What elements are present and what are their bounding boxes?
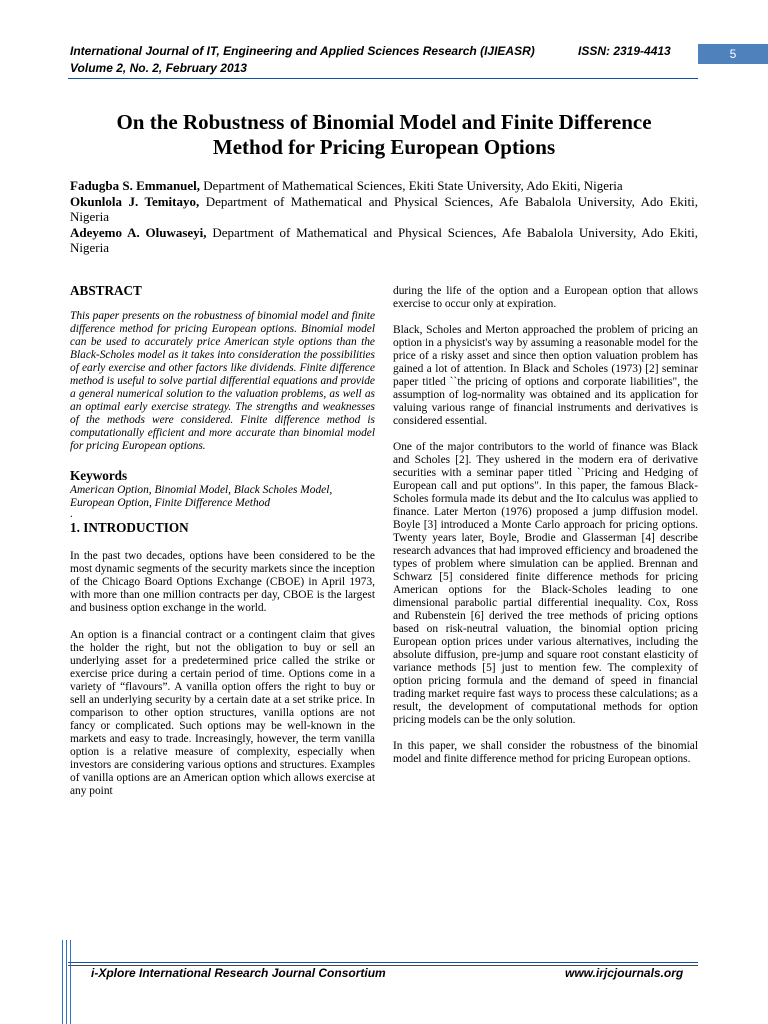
author-3 xyxy=(70,225,698,256)
title-line-1: On the Robustness of Binomial Model and Finite Difference xyxy=(116,110,652,134)
keywords-text: American Option, Binomial Model, Black Scholes Model, European Option, Finite Difference Method xyxy=(70,484,333,509)
abstract-text: This paper presents on the robustness of binomial model and finite difference method for pricing European options. Binomial model can be used to accurately price American style options than the Black-Scholes model as it takes into consideration the possibilities of early exercise and other factors like dividends. Finite difference method is useful to solve partial differential equations and provide a general numerical solution to the valuation problems, as well as an optimal early exercise strategy. The strengths and weaknesses of the methods were considered. Finite difference method is computationally efficient and more accurate than binomial model for pricing European options. xyxy=(70,310,375,452)
intro-paragraph-1: In the past two decades, options have been considered to be the most dynamic segments of the security markets since the inception of the Chicago Board Options Exchange (CBOE) in April 1973, with more than one million contracts per day, CBOE is the largest and business option exchange in the world. xyxy=(70,550,375,614)
abstract-heading: ABSTRACT xyxy=(70,283,142,298)
right-paragraph-2: One of the major contributors to the world of finance was Black and Scholes [2]. They ushered in the modern era of derivative securities with a seminar paper titled ``Pricing and Hedging of European call and put options". In this paper, the famous Black-Scholes formula made its debut and the Ito calculus was applied to finance. Later Merton (1976) proposed a jump diffusion model. Boyle [3] introduced a Monte Carlo approach for pricing options. Twenty years later, Boyle, Brodie and Glasserman [4] describe research advances that had improved efficiency and broadened the types of problem where simulation can be applied. Brennan and Schwarz [5] considered finite difference methods for pricing American options for the Black-Scholes leading to one dimensional parabolic partial differential inequality. Cox, Ross and Rubenstein [6] derived the tree methods of pricing options based on risk-neutral valuation, the binomial option pricing European option prices under various alternatives, including the absolute diffusion, pre-jump and square root constant elasticity of variance methods [5] just to mention few. The complexity of option pricing formula and the demand of speed in financial trading market require fast ways to process these calculations; as a result, the development of computational methods for option pricing models can be the only solution. xyxy=(393,441,698,726)
author-affiliation: Department of Mathematical and Physical Sciences, Afe Babalola University, Ado Ekiti, Nigeria xyxy=(70,224,698,255)
author-1 xyxy=(70,178,698,194)
title-line-2: Method for Pricing European Options xyxy=(212,135,556,159)
right-paragraph-1: Black, Scholes and Merton approached the problem of pricing an option in a physicist's way by assuming a reasonable model for the price of a risky asset and since then option valuation problem has gained a lot of attention. In Black and Scholes (1973) [2] seminar paper titled ``the pricing of options and corporate liabilities", the assumption of log-normality was obtained and its application for valuing various range of financial instruments and derivatives is considered essential. xyxy=(393,324,698,427)
author-affiliation: Department of Mathematical and Physical Sciences, Afe Babalola University, Ado Ekiti, Nigeria xyxy=(70,193,698,224)
journal-name: International Journal of IT, Engineering and Applied Sciences Research (IJIEASR) xyxy=(70,44,535,58)
footer-vertical-line xyxy=(66,940,67,1024)
footer-vertical-line xyxy=(70,940,71,1024)
footer-consortium: i-Xplore International Research Journal Consortium xyxy=(91,966,386,980)
keywords-heading: Keywords xyxy=(70,468,128,483)
author-name: Okunlola J. Temitayo, xyxy=(70,193,200,209)
author-affiliation: Department of Mathematical Sciences, Ekiti State University, Ado Ekiti, Nigeria xyxy=(200,178,623,193)
footer-vertical-line xyxy=(62,940,63,1024)
author-2 xyxy=(70,194,698,225)
authors-block xyxy=(70,178,698,256)
header-rule xyxy=(68,78,698,79)
footer-rule xyxy=(68,962,698,963)
intro-paragraph-2: An option is a financial contract or a contingent claim that gives the holder the right, but not the obligation to buy or sell an underlying asset for a predetermined price called the strike or exercise price during a certain period of time. Options come in a variety of “flavours”. A vanilla option offers the right to buy or sell an underlying security by a certain date at a set strike price. In comparison to other option structures, vanilla options are not fancy or complicated. Such options may be well-known in the markets and easy to trade. Increasingly, however, the term vanilla option is a relative measure of complexity, especially when investors are considering various options and structures. Examples of vanilla options are an American option which allows exercise at any point xyxy=(70,629,375,797)
right-paragraph-0: during the life of the option and a European option that allows exercise to occur only at expiration. xyxy=(393,285,698,310)
right-paragraph-3: In this paper, we shall consider the robustness of the binomial model and finite difference method for pricing European options. xyxy=(393,740,698,765)
page-number: 5 xyxy=(698,44,768,64)
keywords-dot: . xyxy=(70,508,73,520)
author-name: Fadugba S. Emmanuel, xyxy=(70,178,201,193)
volume-issue: Volume 2, No. 2, February 2013 xyxy=(70,61,247,75)
intro-heading: 1. INTRODUCTION xyxy=(70,520,189,535)
footer-website-link[interactable]: www.irjcjournals.org xyxy=(565,966,684,980)
left-column xyxy=(70,284,375,798)
right-column xyxy=(393,285,698,766)
issn: ISSN: 2319-4413 xyxy=(578,44,671,58)
author-name: Adeyemo A. Oluwaseyi, xyxy=(70,224,207,240)
paper-title xyxy=(70,110,698,160)
